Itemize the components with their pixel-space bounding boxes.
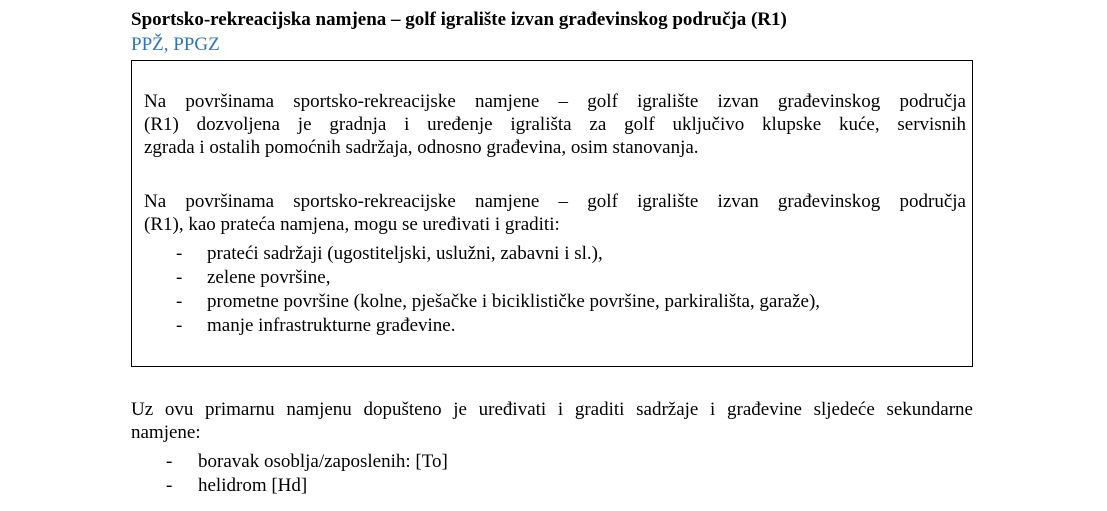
regulation-box	[131, 60, 973, 367]
list-dash: -	[166, 475, 173, 496]
text-line: namjene:	[131, 422, 201, 443]
text-line: Na površinama sportsko-rekreacijske namjene – golf igralište izvan građevinskog područja	[144, 191, 966, 212]
text-line: (R1) dozvoljena je gradnja i uređenje igrališta za golf uključivo klupske kuće, servisnih	[144, 114, 966, 135]
list-item-text: prateći sadržaji (ugostiteljski, uslužni, zabavni i sl.),	[207, 243, 603, 264]
list-dash: -	[176, 267, 183, 288]
list-item-text: boravak osoblja/zaposlenih: [To]	[198, 451, 448, 472]
box-paragraph-2	[144, 190, 966, 236]
list-item-text: manje infrastrukturne građevine.	[207, 315, 456, 336]
section-heading: Sportsko-rekreacijska namjena – golf igralište izvan građevinskog područja (R1)	[131, 9, 787, 30]
list-item-text: zelene površine,	[207, 267, 331, 288]
text-line: Na površinama sportsko-rekreacijske namjene – golf igralište izvan građevinskog područja	[144, 91, 966, 112]
list-dash: -	[176, 315, 183, 336]
plan-reference: PPŽ, PPGZ	[131, 34, 220, 55]
list-dash: -	[176, 243, 183, 264]
list-item-text: prometne površine (kolne, pješačke i biciklističke površine, parkirališta, garaže),	[207, 291, 821, 312]
box-paragraph-1	[144, 90, 966, 159]
text-line: zgrada i ostalih pomoćnih sadržaja, odnosno građevina, osim stanovanja.	[144, 137, 699, 158]
text-line: Uz ovu primarnu namjenu dopušteno je uređivati i graditi sadržaje i građevine sljedeće sekundarne	[131, 399, 973, 420]
secondary-use-paragraph	[131, 398, 973, 444]
list-dash: -	[176, 291, 183, 312]
list-dash: -	[166, 451, 173, 472]
list-item-text: helidrom [Hd]	[198, 475, 308, 496]
text-line: (R1), kao prateća namjena, mogu se uređivati i graditi:	[144, 214, 560, 235]
